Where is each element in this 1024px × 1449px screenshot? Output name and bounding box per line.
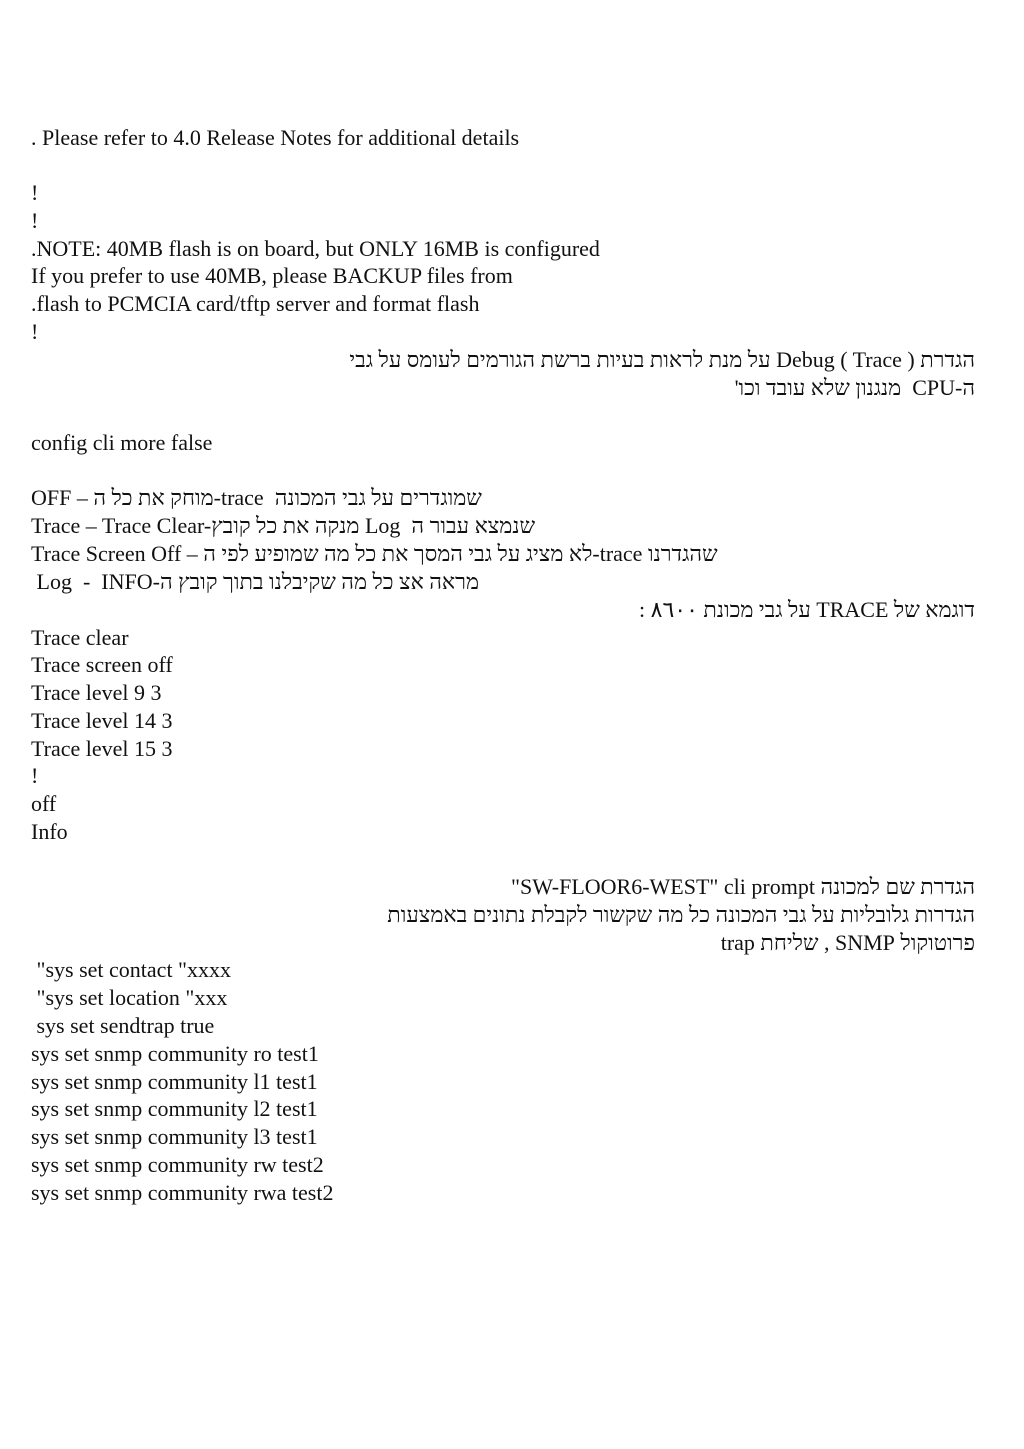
- code-line: sys set snmp community rw test2: [31, 1152, 324, 1177]
- snmp-heading-line-1: הגדרות גלובליות על גבי המכונה כל מה שקשור לקבלת נתונים באמצעות: [387, 902, 975, 927]
- separator-bang-2: !: [31, 208, 39, 233]
- code-line: sys set snmp community l3 test1: [31, 1124, 318, 1149]
- debug-heading-line-2: ה-CPU מנגנון שלא עובד וכו': [734, 375, 975, 400]
- code-line: Trace level 15 3: [31, 736, 173, 761]
- trace-off-desc: OFF – מוחק את כל ה-trace שמוגדרים על גבי המכונה: [31, 485, 482, 510]
- code-line: sys set snmp community rwa test2: [31, 1180, 334, 1205]
- separator-bang-1: !: [31, 180, 39, 205]
- log-info-desc: Log - INFO-מראה אצ כל מה שקיבלנו בתוך קובץ ה: [31, 569, 479, 594]
- trace-example-heading: דוגמא של TRACE על גבי מכונת ٨٦٠٠ :: [639, 597, 975, 622]
- trace-clear-desc: Trace – Trace Clear-מנקה את כל קובץ Log שנמצא עבור ה: [31, 513, 536, 538]
- flash-backup-line: If you prefer to use 40MB, please BACKUP files from: [31, 263, 513, 288]
- code-line: Info: [31, 819, 68, 844]
- code-line: "sys set contact "xxxx: [31, 957, 232, 982]
- debug-heading-line-1: הגדרת Debug ( Trace ) על מנת לראות בעיות ברשת הגורמים לעומס על גבי: [349, 347, 975, 372]
- code-line: sys set snmp community l1 test1: [31, 1069, 318, 1094]
- code-line: sys set snmp community l2 test1: [31, 1096, 318, 1121]
- code-line: Trace level 14 3: [31, 708, 173, 733]
- snmp-heading-line-2: פרוטוקול SNMP , שליחת trap: [720, 930, 975, 955]
- cli-prompt-heading: הגדרת שם למכונה SW-FLOOR6-WEST" cli prompt": [510, 874, 975, 899]
- code-line: Trace screen off: [31, 652, 173, 677]
- separator-bang-3: !: [31, 319, 39, 344]
- flash-note-line: .NOTE: 40MB flash is on board, but ONLY 16MB is configured: [31, 236, 600, 261]
- code-line: Trace clear: [31, 625, 129, 650]
- flash-format-line: .flash to PCMCIA card/tftp server and format flash: [31, 291, 480, 316]
- separator-bang-4: !: [31, 763, 39, 788]
- code-line: "sys set location "xxx: [31, 985, 228, 1010]
- release-notes-line: . Please refer to 4.0 Release Notes for additional details: [31, 125, 520, 150]
- trace-screen-off-desc: Trace Screen Off – לא מציג על גבי המסך את כל מה שמופיע לפי ה-trace שהגדרנו: [31, 541, 718, 566]
- code-line: off: [31, 791, 57, 816]
- code-line: sys set sendtrap true: [31, 1013, 215, 1038]
- config-cli-line: config cli more false: [31, 430, 213, 455]
- code-line: Trace level 9 3: [31, 680, 162, 705]
- code-line: sys set snmp community ro test1: [31, 1041, 319, 1066]
